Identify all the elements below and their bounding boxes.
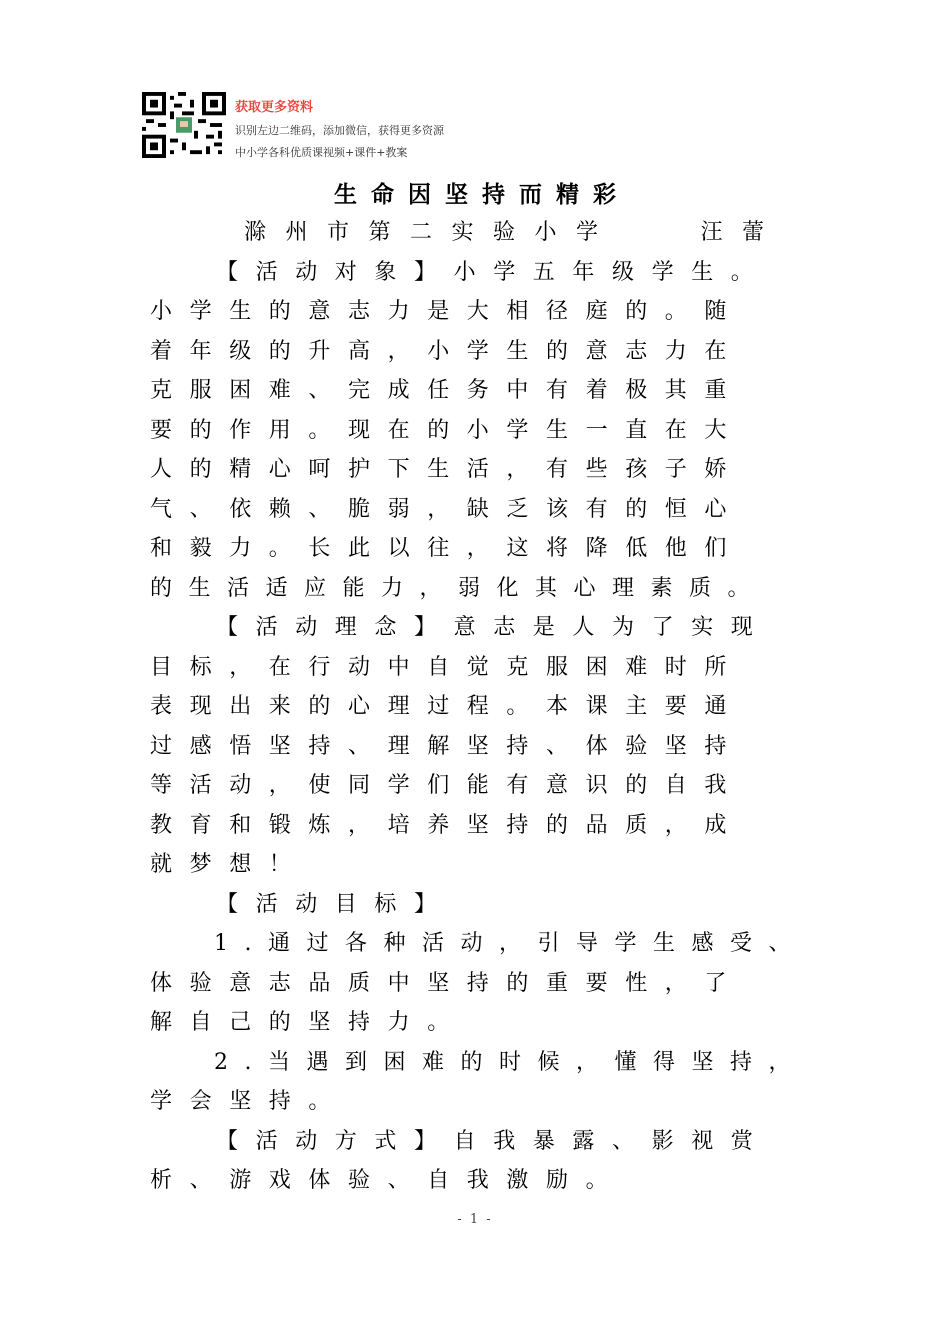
document-line: 体验意志品质中坚持的重要性，了 [150, 971, 745, 996]
document-line: 要的作用。现在的小学生一直在大 [150, 418, 745, 443]
document-line: 人的精心呵护下生活，有些孩子娇 [150, 457, 745, 482]
document-line: 教育和锻炼，培养坚持的品质，成 [150, 813, 745, 838]
document-line: 和毅力。长此以往，这将降低他们 [150, 536, 745, 561]
qr-code-icon [142, 92, 226, 158]
document-line: 1.通过各种活动，引导学生感受、 [214, 931, 807, 956]
document-line: 【活动理念】意志是人为了实现 [216, 615, 771, 640]
document-line: 【活动对象】小学五年级学生。 [216, 260, 771, 285]
document-line: 就梦想！ [150, 852, 309, 877]
page-number: - 1 - [457, 1212, 493, 1227]
document-line: 等活动，使同学们能有意识的自我 [150, 773, 745, 798]
document-line: 解自己的坚持力。 [150, 1010, 467, 1035]
document-line: 析、游戏体验、自我激励。 [150, 1168, 626, 1193]
document-line: 学会坚持。 [150, 1089, 349, 1114]
promo-title: 获取更多资料 [235, 100, 314, 115]
document-line: 克服困难、完成任务中有着极其重 [150, 378, 745, 403]
document-author: 滁州市第二实验小学 汪蕾 [244, 220, 784, 245]
document-line: 目标，在行动中自觉克服困难时所 [150, 655, 745, 680]
promo-line-2: 中小学各科优质课视频+课件+教案 [235, 146, 408, 159]
document-line: 【活动方式】自我暴露、影视赏 [216, 1129, 771, 1154]
document-line: 着年级的升高，小学生的意志力在 [150, 339, 745, 364]
document-line: 【活动目标】 [216, 892, 454, 917]
document-line: 表现出来的心理过程。本课主要通 [150, 694, 745, 719]
document-line: 气、依赖、脆弱，缺乏该有的恒心 [150, 497, 745, 522]
document-line: 过感悟坚持、理解坚持、体验坚持 [150, 734, 745, 759]
document-line: 2.当遇到困难的时候，懂得坚持， [214, 1050, 807, 1075]
document-line: 小学生的意志力是大相径庭的。随 [150, 299, 745, 324]
document-title: 生命因坚持而精彩 [334, 182, 630, 208]
document-line: 的生活适应能力，弱化其心理素质。 [150, 576, 767, 601]
promo-block [235, 96, 444, 166]
promo-line-1: 识别左边二维码，添加微信，获得更多资源 [235, 124, 444, 137]
